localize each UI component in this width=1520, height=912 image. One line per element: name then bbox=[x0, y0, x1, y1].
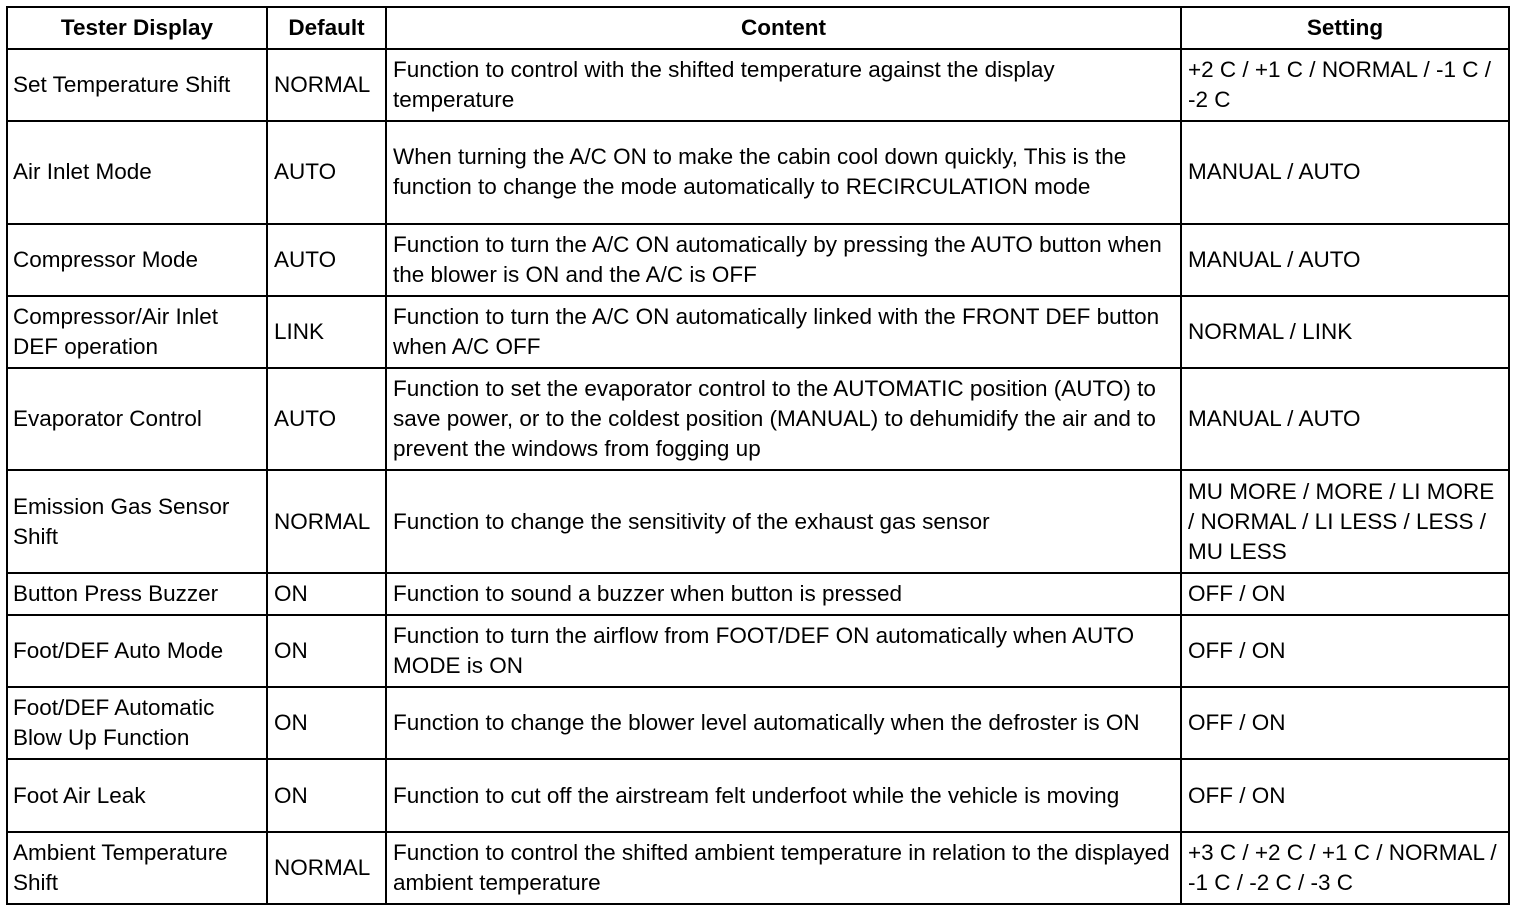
setting-cell: +2 C / +1 C / NORMAL / -1 C / -2 C bbox=[1181, 49, 1509, 121]
table-row bbox=[7, 470, 1509, 572]
default-cell: ON bbox=[267, 573, 386, 615]
default-cell: ON bbox=[267, 687, 386, 759]
content-cell: Function to turn the A/C ON automatically linked with the FRONT DEF button when A/C OFF bbox=[386, 296, 1181, 368]
table-row bbox=[7, 615, 1509, 687]
content-cell: Function to control the shifted ambient temperature in relation to the displayed ambient temperature bbox=[386, 832, 1181, 904]
setting-cell: +3 C / +2 C / +1 C / NORMAL / -1 C / -2 C / -3 C bbox=[1181, 832, 1509, 904]
default-cell: AUTO bbox=[267, 121, 386, 223]
table-row bbox=[7, 687, 1509, 759]
tester-display-cell: Emission Gas Sensor Shift bbox=[7, 470, 267, 572]
tester-display-cell: Compressor Mode bbox=[7, 224, 267, 296]
tester-display-cell: Foot/DEF Auto Mode bbox=[7, 615, 267, 687]
tester-display-cell: Compressor/Air Inlet DEF operation bbox=[7, 296, 267, 368]
tester-display-cell: Foot Air Leak bbox=[7, 759, 267, 831]
content-cell: Function to control with the shifted temperature against the display temperature bbox=[386, 49, 1181, 121]
table-row bbox=[7, 759, 1509, 831]
setting-cell: OFF / ON bbox=[1181, 759, 1509, 831]
tester-display-cell: Evaporator Control bbox=[7, 368, 267, 470]
table-row bbox=[7, 368, 1509, 470]
header-tester-display: Tester Display bbox=[7, 7, 267, 49]
setting-cell: MANUAL / AUTO bbox=[1181, 368, 1509, 470]
setting-cell: OFF / ON bbox=[1181, 573, 1509, 615]
table-row bbox=[7, 573, 1509, 615]
setting-cell: OFF / ON bbox=[1181, 615, 1509, 687]
setting-cell: MANUAL / AUTO bbox=[1181, 224, 1509, 296]
default-cell: AUTO bbox=[267, 224, 386, 296]
content-cell: Function to cut off the airstream felt underfoot while the vehicle is moving bbox=[386, 759, 1181, 831]
default-cell: AUTO bbox=[267, 368, 386, 470]
table-row bbox=[7, 224, 1509, 296]
default-cell: ON bbox=[267, 615, 386, 687]
tester-display-cell: Foot/DEF Automatic Blow Up Function bbox=[7, 687, 267, 759]
default-cell: NORMAL bbox=[267, 49, 386, 121]
header-setting: Setting bbox=[1181, 7, 1509, 49]
tester-display-cell: Ambient Temperature Shift bbox=[7, 832, 267, 904]
content-cell: Function to sound a buzzer when button is pressed bbox=[386, 573, 1181, 615]
table-row bbox=[7, 121, 1509, 223]
content-cell: When turning the A/C ON to make the cabin cool down quickly, This is the function to change the mode automatically to RECIRCULATION mode bbox=[386, 121, 1181, 223]
header-default: Default bbox=[267, 7, 386, 49]
content-cell: Function to change the sensitivity of the exhaust gas sensor bbox=[386, 470, 1181, 572]
customize-settings-table bbox=[6, 6, 1510, 905]
setting-cell: OFF / ON bbox=[1181, 687, 1509, 759]
setting-cell: MU MORE / MORE / LI MORE / NORMAL / LI LESS / LESS / MU LESS bbox=[1181, 470, 1509, 572]
setting-cell: NORMAL / LINK bbox=[1181, 296, 1509, 368]
table-row bbox=[7, 49, 1509, 121]
table-row bbox=[7, 296, 1509, 368]
tester-display-cell: Button Press Buzzer bbox=[7, 573, 267, 615]
default-cell: LINK bbox=[267, 296, 386, 368]
default-cell: NORMAL bbox=[267, 832, 386, 904]
table-row bbox=[7, 832, 1509, 904]
tester-display-cell: Set Temperature Shift bbox=[7, 49, 267, 121]
header-content: Content bbox=[386, 7, 1181, 49]
header-row bbox=[7, 7, 1509, 49]
tester-display-cell: Air Inlet Mode bbox=[7, 121, 267, 223]
default-cell: ON bbox=[267, 759, 386, 831]
content-cell: Function to turn the airflow from FOOT/DEF ON automatically when AUTO MODE is ON bbox=[386, 615, 1181, 687]
content-cell: Function to change the blower level automatically when the defroster is ON bbox=[386, 687, 1181, 759]
default-cell: NORMAL bbox=[267, 470, 386, 572]
content-cell: Function to turn the A/C ON automatically by pressing the AUTO button when the blower is ON and the A/C is OFF bbox=[386, 224, 1181, 296]
setting-cell: MANUAL / AUTO bbox=[1181, 121, 1509, 223]
content-cell: Function to set the evaporator control to the AUTOMATIC position (AUTO) to save power, or to the coldest position (MANUAL) to dehumidify the air and to prevent the windows from fogging up bbox=[386, 368, 1181, 470]
